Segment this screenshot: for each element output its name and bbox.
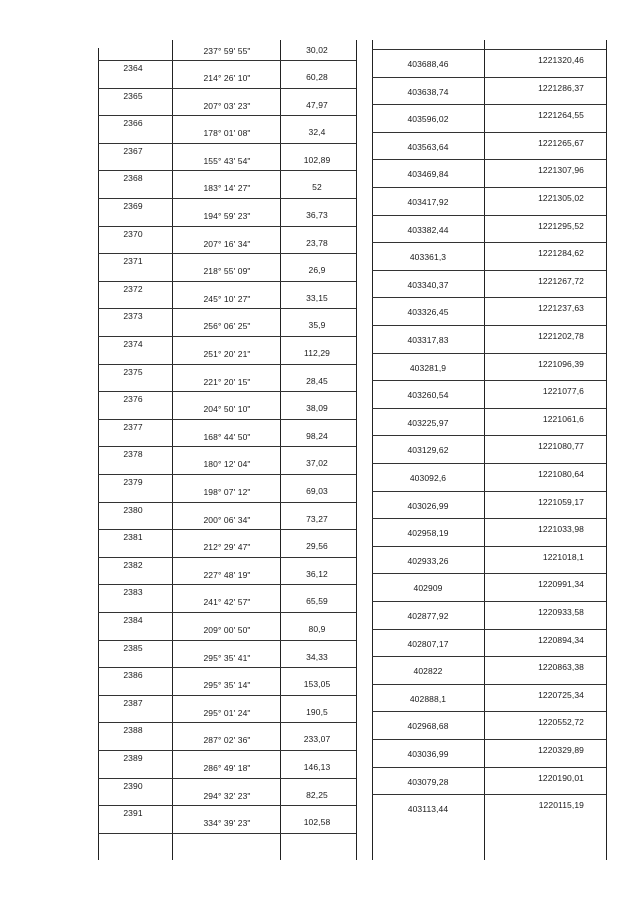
row-rule-left	[98, 60, 356, 61]
row-rule-left	[98, 88, 356, 89]
segment-length: 52	[312, 182, 322, 192]
segment-length: 102,58	[303, 817, 331, 827]
point-number: 2391	[123, 808, 143, 818]
row-rule-right	[372, 739, 606, 740]
row-rule-right	[372, 518, 606, 519]
bearing-angle: 198° 07' 12"	[203, 487, 251, 497]
segment-length: 47,97	[306, 100, 328, 110]
coordinate-y: 1221305,02	[538, 193, 584, 203]
coordinate-x: 403326,45	[407, 307, 449, 317]
row-rule-right	[372, 353, 606, 354]
coordinate-x: 403382,44	[407, 225, 449, 235]
row-rule-right	[372, 601, 606, 602]
point-number: 2385	[123, 643, 143, 653]
bearing-angle: 178° 01' 08"	[203, 128, 251, 138]
bearing-angle: 295° 35' 14"	[203, 680, 251, 690]
coordinate-y: 1220933,58	[538, 607, 584, 617]
row-rule-right	[372, 242, 606, 243]
bearing-angle: 295° 01' 24"	[203, 708, 251, 718]
bearing-angle: 295° 35' 41"	[203, 653, 251, 663]
coordinate-y: 1220329,89	[538, 745, 584, 755]
row-rule-right	[372, 270, 606, 271]
first-segment-angle: 237° 59' 55"	[203, 46, 251, 56]
bearing-angle: 212° 29' 47"	[203, 542, 251, 552]
coordinate-x: 402968,68	[407, 721, 449, 731]
bearing-angle: 241° 42' 57"	[203, 597, 251, 607]
point-number: 2380	[123, 505, 143, 515]
row-rule-right	[372, 546, 606, 547]
segment-length: 146,13	[303, 762, 331, 772]
row-rule-right	[372, 684, 606, 685]
point-number: 2379	[123, 477, 143, 487]
coordinate-y: 1221077,6	[542, 386, 584, 396]
point-number: 2388	[123, 725, 143, 735]
coordinate-y: 1221307,96	[538, 165, 584, 175]
bearing-angle: 168° 44' 50"	[203, 432, 251, 442]
coordinate-y: 1221295,52	[538, 221, 584, 231]
row-rule-right	[372, 408, 606, 409]
segment-length: 29,56	[306, 541, 328, 551]
row-rule-left	[98, 640, 356, 641]
coordinate-x: 402807,17	[407, 639, 449, 649]
row-rule-right	[372, 463, 606, 464]
row-rule-left	[98, 308, 356, 309]
coordinate-y: 1220863,38	[538, 662, 584, 672]
segment-length: 26,9	[308, 265, 326, 275]
point-number: 2378	[123, 449, 143, 459]
coordinate-x: 402822	[413, 666, 443, 676]
segment-length: 38,09	[306, 403, 328, 413]
row-rule-left	[98, 805, 356, 806]
coordinate-y: 1221061,6	[542, 414, 584, 424]
row-rule-left	[98, 253, 356, 254]
coordinate-y: 1221267,72	[538, 276, 584, 286]
coordinate-x: 403563,64	[407, 142, 449, 152]
coordinate-y: 1221080,64	[538, 469, 584, 479]
row-rule-left	[98, 391, 356, 392]
row-rule-left	[98, 364, 356, 365]
row-rule-left	[98, 474, 356, 475]
coordinate-y: 1221265,67	[538, 138, 584, 148]
coordinate-x: 402958,19	[407, 528, 449, 538]
point-number: 2366	[123, 118, 143, 128]
coordinate-x: 403092,6	[409, 473, 447, 483]
coordinate-x: 403113,44	[407, 804, 449, 814]
coordinate-x: 402888,1	[409, 694, 447, 704]
point-number: 2390	[123, 781, 143, 791]
segment-length: 60,28	[306, 72, 328, 82]
first-segment-length: 30,02	[306, 45, 328, 55]
bearing-angle: 183° 14' 27"	[203, 183, 251, 193]
coordinate-x: 403417,92	[407, 197, 449, 207]
row-rule-left	[98, 170, 356, 171]
bearing-angle: 256° 06' 25"	[203, 321, 251, 331]
coordinate-x: 403036,99	[407, 749, 449, 759]
row-rule-right	[372, 380, 606, 381]
point-number: 2383	[123, 587, 143, 597]
row-rule-right	[372, 297, 606, 298]
coordinate-y: 1221018,1	[542, 552, 584, 562]
row-rule-left	[98, 336, 356, 337]
row-rule-left	[98, 584, 356, 585]
coordinate-x: 403281,9	[409, 363, 447, 373]
point-number: 2374	[123, 339, 143, 349]
coordinate-x: 403469,84	[407, 169, 449, 179]
row-rule-right	[372, 104, 606, 105]
segment-length: 23,78	[306, 238, 328, 248]
point-number: 2377	[123, 422, 143, 432]
coordinate-x: 402877,92	[407, 611, 449, 621]
segment-length: 65,59	[306, 596, 328, 606]
row-rule-left	[98, 750, 356, 751]
row-rule-left	[98, 778, 356, 779]
coordinate-x: 402933,26	[407, 556, 449, 566]
segment-length: 34,33	[306, 652, 328, 662]
column-rule	[356, 40, 357, 860]
coordinate-x: 403688,46	[407, 59, 449, 69]
point-number: 2389	[123, 753, 143, 763]
row-rule-right	[372, 656, 606, 657]
coordinate-y: 1221284,62	[538, 248, 584, 258]
segment-length: 82,25	[306, 790, 328, 800]
bearing-angle: 180° 12' 04"	[203, 459, 251, 469]
point-number: 2373	[123, 311, 143, 321]
point-number: 2376	[123, 394, 143, 404]
coordinate-y: 1221033,98	[538, 524, 584, 534]
coordinate-x: 403026,99	[407, 501, 449, 511]
coordinate-y: 1220894,34	[538, 635, 584, 645]
coordinate-x: 403129,62	[407, 445, 449, 455]
row-rule-left	[98, 529, 356, 530]
point-number: 2365	[123, 91, 143, 101]
coordinate-x: 403260,54	[407, 390, 449, 400]
row-rule-left	[98, 446, 356, 447]
coordinate-y: 1221264,55	[538, 110, 584, 120]
row-rule-left	[98, 612, 356, 613]
segment-length: 33,15	[306, 293, 328, 303]
row-rule-right	[372, 49, 606, 50]
bearing-angle: 204° 50' 10"	[203, 404, 251, 414]
row-rule-right	[372, 491, 606, 492]
bearing-angle: 251° 20' 21"	[203, 349, 251, 359]
bearing-angle: 227° 48' 19"	[203, 570, 251, 580]
row-rule-right	[372, 187, 606, 188]
point-number: 2384	[123, 615, 143, 625]
point-number: 2370	[123, 229, 143, 239]
coordinate-y: 1221096,39	[538, 359, 584, 369]
row-rule-right	[372, 629, 606, 630]
row-rule-right	[372, 794, 606, 795]
coordinate-y: 1220725,34	[538, 690, 584, 700]
coordinate-y: 1221202,78	[538, 331, 584, 341]
bearing-angle: 287° 02' 36"	[203, 735, 251, 745]
row-rule-right	[372, 435, 606, 436]
coordinate-y: 1220991,34	[538, 579, 584, 589]
segment-length: 32,4	[308, 127, 326, 137]
row-rule-right	[372, 215, 606, 216]
row-rule-left	[98, 695, 356, 696]
coordinate-y: 1221286,37	[538, 83, 584, 93]
segment-length: 28,45	[306, 376, 328, 386]
row-rule-left	[98, 143, 356, 144]
point-number: 2375	[123, 367, 143, 377]
segment-length: 35,9	[308, 320, 326, 330]
row-rule-left	[98, 115, 356, 116]
row-rule-left	[98, 502, 356, 503]
bearing-angle: 194° 59' 23"	[203, 211, 251, 221]
row-rule-right	[372, 711, 606, 712]
segment-length: 80,9	[308, 624, 326, 634]
coordinate-y: 1221320,46	[538, 55, 584, 65]
coordinate-y: 1221059,17	[538, 497, 584, 507]
coordinate-y: 1220115,19	[538, 800, 584, 810]
bearing-angle: 245° 10' 27"	[203, 294, 251, 304]
bearing-angle: 209° 00' 50"	[203, 625, 251, 635]
bearing-angle: 221° 20' 15"	[203, 377, 251, 387]
point-number: 2371	[123, 256, 143, 266]
point-number: 2382	[123, 560, 143, 570]
point-number: 2387	[123, 698, 143, 708]
bearing-angle: 207° 16' 34"	[203, 239, 251, 249]
bearing-angle: 294° 32' 23"	[203, 791, 251, 801]
row-rule-right	[372, 159, 606, 160]
bearing-angle: 334° 39' 23"	[203, 818, 251, 828]
bearing-angle: 200° 06' 34"	[203, 515, 251, 525]
segment-length: 37,02	[306, 458, 328, 468]
row-rule-right	[372, 77, 606, 78]
segment-length: 36,73	[306, 210, 328, 220]
row-rule-left	[98, 226, 356, 227]
point-number: 2386	[123, 670, 143, 680]
bearing-angle: 286° 49' 18"	[203, 763, 251, 773]
row-rule-left	[98, 722, 356, 723]
bearing-angle: 218° 55' 09"	[203, 266, 251, 276]
segment-length: 153,05	[303, 679, 331, 689]
bearing-angle: 214° 26' 10"	[203, 73, 251, 83]
coordinate-x: 403225,97	[407, 418, 449, 428]
bearing-angle: 155° 43' 54"	[203, 156, 251, 166]
segment-length: 73,27	[306, 514, 328, 524]
coordinate-x: 403317,83	[407, 335, 449, 345]
coordinate-x: 403079,28	[407, 777, 449, 787]
row-rule-left	[98, 198, 356, 199]
row-rule-left	[98, 281, 356, 282]
coordinate-x: 403361,3	[409, 252, 447, 262]
point-number: 2368	[123, 173, 143, 183]
point-number: 2372	[123, 284, 143, 294]
coordinate-x: 402909	[413, 583, 443, 593]
row-rule-right	[372, 325, 606, 326]
row-rule-right	[372, 573, 606, 574]
row-rule-left	[98, 557, 356, 558]
coordinate-x: 403340,37	[407, 280, 449, 290]
point-number: 2381	[123, 532, 143, 542]
row-rule-right	[372, 132, 606, 133]
segment-length: 102,89	[303, 155, 331, 165]
point-number: 2369	[123, 201, 143, 211]
segment-length: 233,07	[303, 734, 331, 744]
coordinate-y: 1220190,01	[538, 773, 584, 783]
coordinate-y: 1220552,72	[538, 717, 584, 727]
bearing-angle: 207° 03' 23"	[203, 101, 251, 111]
column-rule	[606, 40, 607, 860]
point-number: 2367	[123, 146, 143, 156]
segment-length: 98,24	[306, 431, 328, 441]
row-rule-left	[98, 419, 356, 420]
row-rule-left	[98, 667, 356, 668]
segment-length: 190,5	[306, 707, 328, 717]
coordinate-y: 1221237,63	[538, 303, 584, 313]
segment-length: 112,29	[304, 348, 330, 358]
coordinate-x: 403596,02	[407, 114, 449, 124]
segment-length: 36,12	[306, 569, 328, 579]
coordinate-y: 1221080,77	[538, 441, 584, 451]
point-number: 2364	[123, 63, 143, 73]
segment-length: 69,03	[306, 486, 328, 496]
row-rule-right	[372, 767, 606, 768]
coordinate-x: 403638,74	[407, 87, 449, 97]
row-rule-left	[98, 833, 356, 834]
